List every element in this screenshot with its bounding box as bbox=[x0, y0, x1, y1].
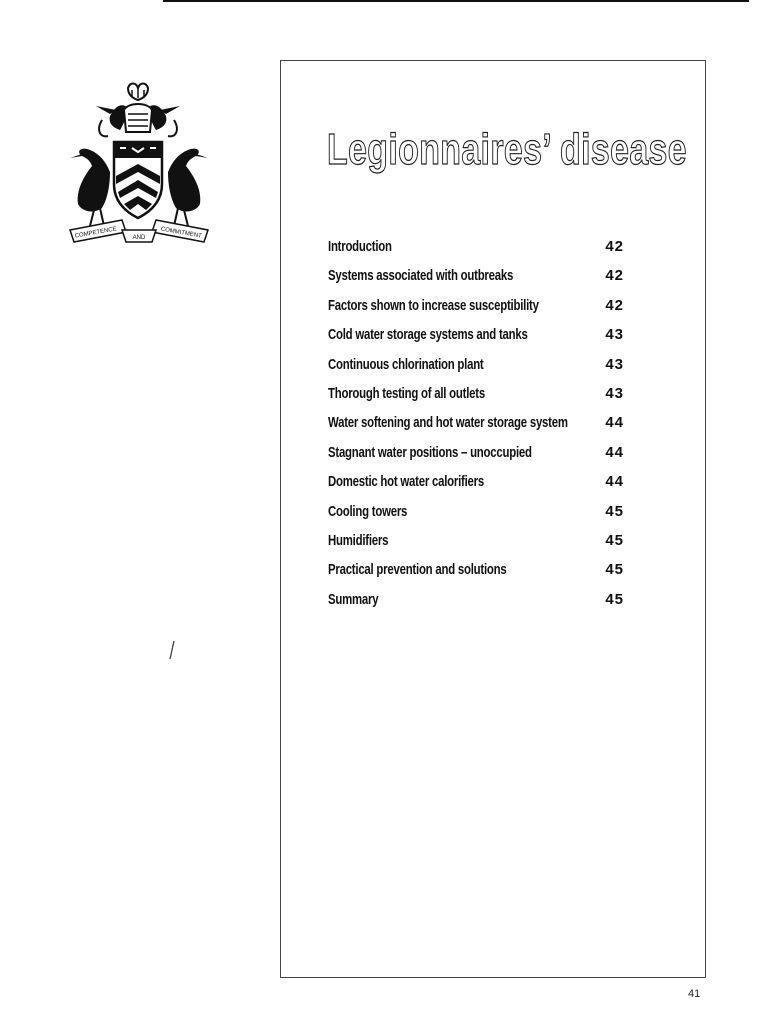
toc-entry-label: Domestic hot water calorifiers bbox=[328, 473, 484, 491]
toc-entry-page: 43 bbox=[605, 326, 624, 344]
toc-entry-label: Cold water storage systems and tanks bbox=[328, 326, 528, 344]
toc-entry bbox=[328, 557, 628, 586]
toc-entry-label: Stagnant water positions – unoccupied bbox=[328, 443, 532, 461]
toc-entry bbox=[328, 322, 628, 351]
toc-entry-page: 45 bbox=[605, 590, 624, 608]
toc-entry bbox=[328, 587, 628, 616]
toc-entry-label: Humidifiers bbox=[328, 531, 389, 549]
section-title-text: Legionnaires’ disease bbox=[327, 125, 687, 174]
toc-entry-page: 42 bbox=[605, 296, 624, 314]
toc-entry bbox=[328, 499, 628, 528]
coat-of-arms-icon bbox=[66, 80, 212, 250]
toc-entry-label: Practical prevention and solutions bbox=[328, 561, 507, 579]
motto-center: AND bbox=[132, 235, 146, 241]
toc-entry bbox=[328, 469, 628, 498]
toc-entry-page: 43 bbox=[605, 355, 624, 373]
toc-entry bbox=[328, 381, 628, 410]
toc-entry-page: 44 bbox=[605, 443, 624, 461]
page-number: 41 bbox=[688, 988, 701, 1000]
table-of-contents bbox=[328, 234, 628, 616]
toc-entry bbox=[328, 440, 628, 469]
toc-entry bbox=[328, 528, 628, 557]
toc-entry-label: Water softening and hot water storage system bbox=[328, 414, 568, 432]
motto-left: COMPETENCE bbox=[74, 226, 118, 240]
section-title bbox=[327, 122, 697, 186]
toc-entry bbox=[328, 410, 628, 439]
toc-entry-label: Factors shown to increase susceptibility bbox=[328, 296, 539, 314]
toc-entry-label: Cooling towers bbox=[328, 502, 408, 520]
toc-entry-page: 44 bbox=[605, 473, 624, 491]
toc-entry bbox=[328, 293, 628, 322]
toc-entry-page: 45 bbox=[605, 531, 624, 549]
toc-entry-page: 42 bbox=[605, 238, 624, 255]
toc-entry-page: 44 bbox=[605, 414, 624, 432]
top-rule bbox=[163, 0, 749, 2]
toc-entry bbox=[328, 352, 628, 381]
toc-entry bbox=[328, 263, 628, 292]
toc-entry bbox=[328, 234, 628, 263]
toc-entry-label: Introduction bbox=[328, 238, 392, 255]
toc-entry-label: Thorough testing of all outlets bbox=[328, 384, 485, 402]
motto-right: COMMITMENT bbox=[160, 226, 203, 240]
toc-entry-page: 45 bbox=[605, 502, 624, 520]
toc-entry-label: Continuous chlorination plant bbox=[328, 355, 484, 373]
toc-entry-label: Systems associated with outbreaks bbox=[328, 267, 514, 285]
stray-pen-mark bbox=[168, 640, 176, 660]
toc-entry-page: 43 bbox=[605, 384, 624, 402]
toc-entry-label: Summary bbox=[328, 590, 379, 608]
toc-entry-page: 42 bbox=[605, 267, 624, 285]
toc-entry-page: 45 bbox=[605, 561, 624, 579]
